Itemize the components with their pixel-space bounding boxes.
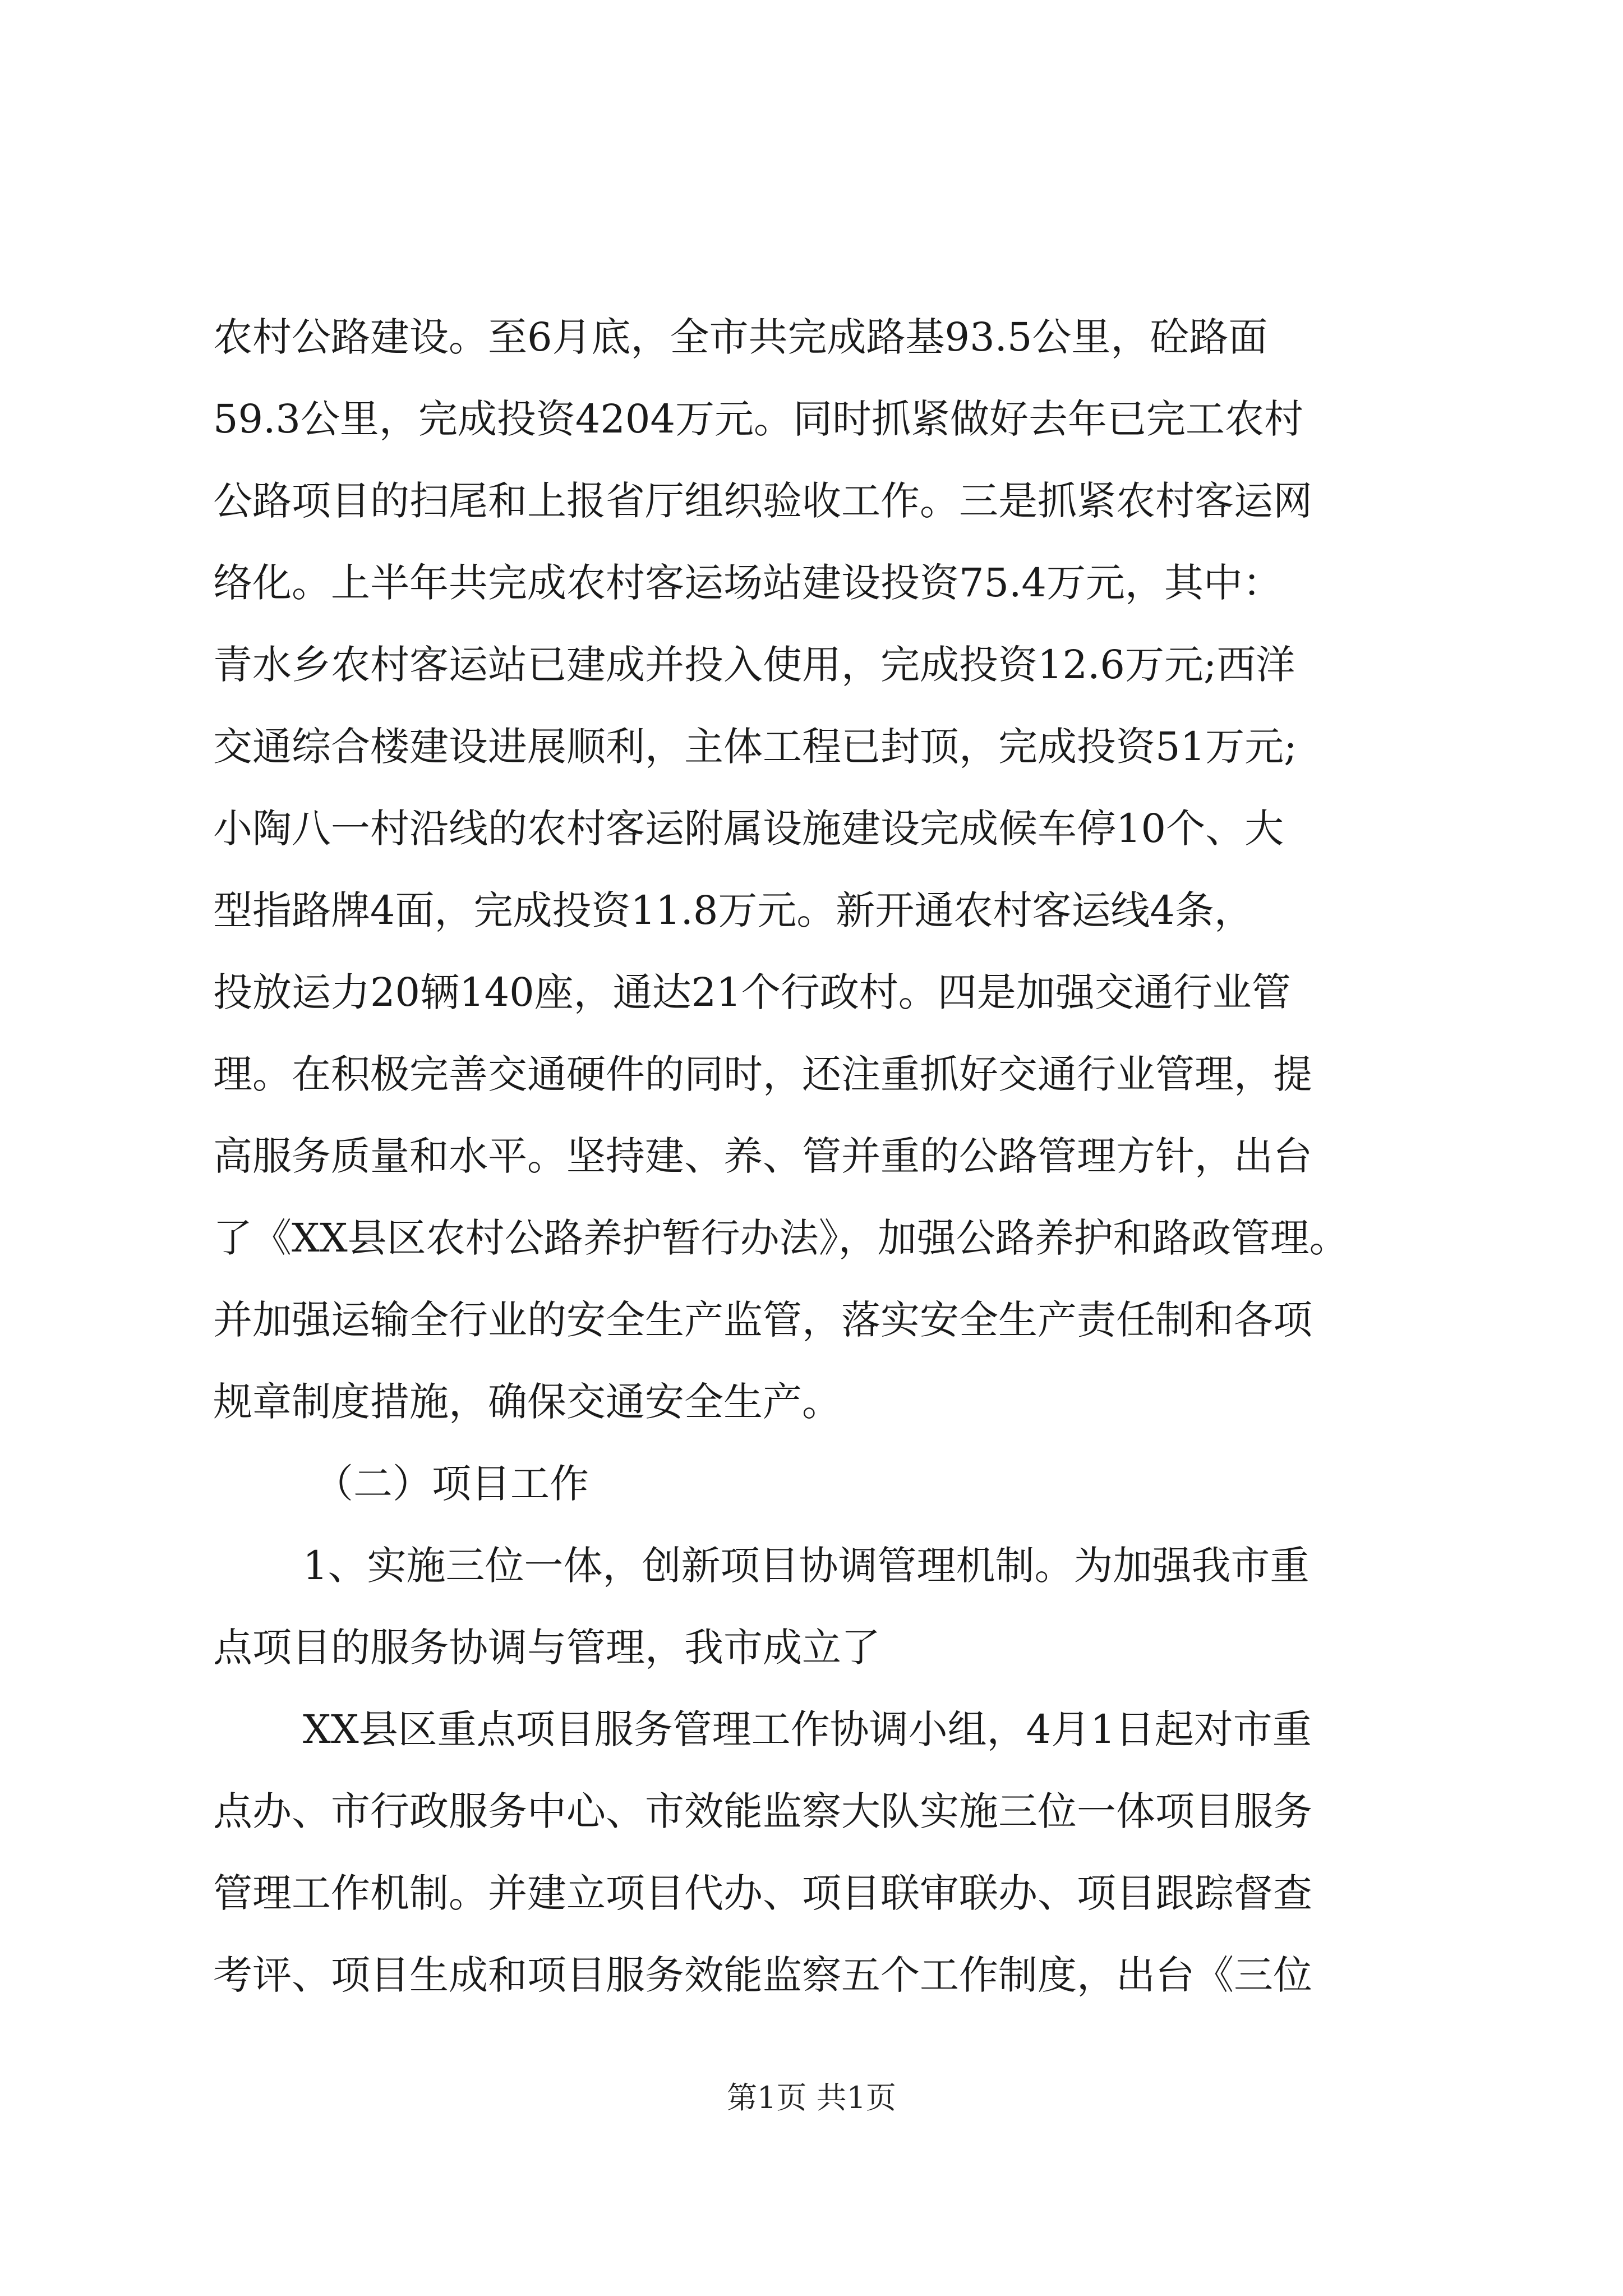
text-line: 并加强运输全行业的安全生产监管，落实安全生产责任制和各项 xyxy=(213,1297,1312,1343)
text-line: 公路项目的扫尾和上报省厅组织验收工作。三是抓紧农村客运网 xyxy=(213,478,1312,524)
text-line: 了《XX县区农村公路养护暂行办法》，加强公路养护和路政管理。 xyxy=(213,1215,1349,1261)
text-line: 1、实施三位一体，创新项目协调管理机制。为加强我市重 xyxy=(303,1543,1310,1589)
text-line: XX县区重点项目服务管理工作协调小组，4月1日起对市重 xyxy=(303,1706,1312,1752)
text-line: 规章制度措施，确保交通安全生产。 xyxy=(213,1379,841,1425)
text-line: 型指路牌4面，完成投资11.8万元。新开通农村客运线4条， xyxy=(213,887,1253,933)
page-footer xyxy=(0,2078,1623,2118)
text-line: 络化。上半年共完成农村客运场站建设投资75.4万元，其中： xyxy=(213,560,1282,606)
text-line: 高服务质量和水平。坚持建、养、管并重的公路管理方针，出台 xyxy=(213,1133,1312,1179)
text-line: 交通综合楼建设进展顺利，主体工程已封顶，完成投资51万元; xyxy=(213,724,1297,770)
text-line: 管理工作机制。并建立项目代办、项目联审联办、项目跟踪督查 xyxy=(213,1870,1312,1916)
text-line: 青水乡农村客运站已建成并投入使用，完成投资12.6万元;西洋 xyxy=(213,642,1295,688)
text-line: 小陶八一村沿线的农村客运附属设施建设完成候车停10个、大 xyxy=(213,806,1284,852)
text-line: 投放运力20辆140座，通达21个行政村。四是加强交通行业管 xyxy=(213,969,1291,1015)
text-line: 点项目的服务协调与管理，我市成立了 xyxy=(213,1625,880,1671)
text-line: 点办、市行政服务中心、市效能监察大队实施三位一体项目服务 xyxy=(213,1788,1312,1834)
text-line: 59.3公里，完成投资4204万元。同时抓紧做好去年已完工农村 xyxy=(213,396,1304,442)
text-line: 理。在积极完善交通硬件的同时，还注重抓好交通行业管理，提 xyxy=(213,1051,1312,1097)
page-number-label: 第1页 共1页 xyxy=(727,2080,896,2115)
section-heading: （二）项目工作 xyxy=(314,1461,589,1507)
text-line: 考评、项目生成和项目服务效能监察五个工作制度，出台《三位 xyxy=(213,1952,1312,1998)
text-line: 农村公路建设。至6月底，全市共完成路基93.5公里，砼路面 xyxy=(213,314,1268,360)
document-body xyxy=(213,296,1413,2016)
